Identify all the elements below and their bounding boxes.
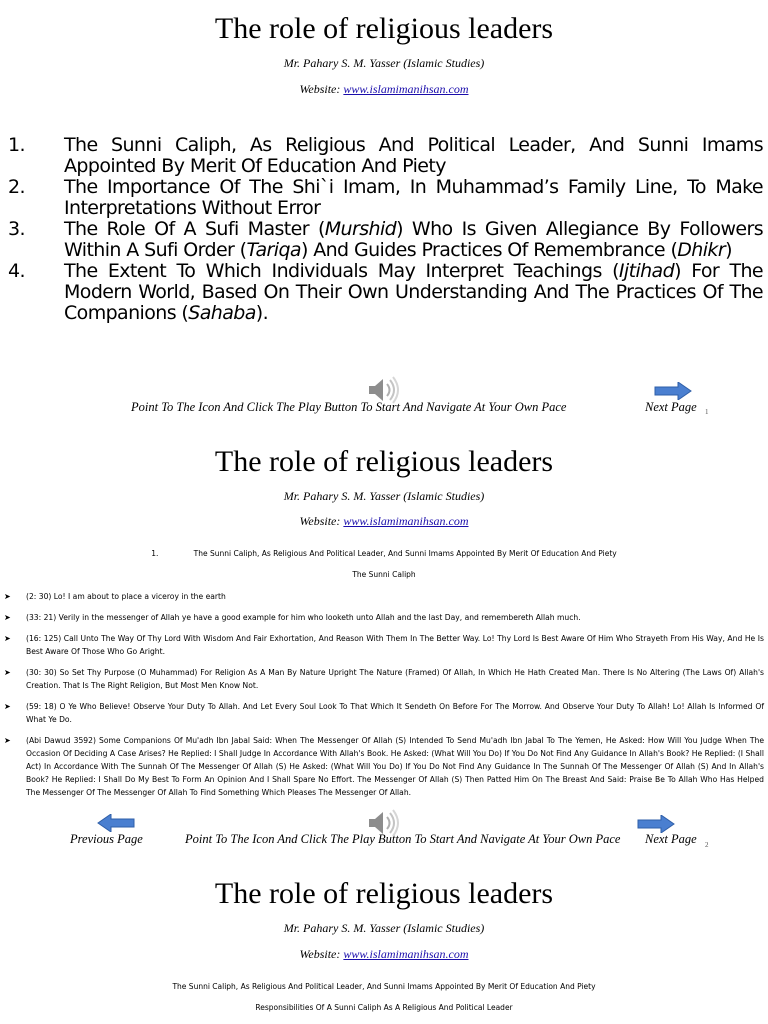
term-sahaba: Sahaba bbox=[188, 302, 256, 324]
topic-number: 3. bbox=[8, 218, 25, 240]
slide-title: The role of religious leaders bbox=[214, 445, 554, 478]
website-label: Website: bbox=[299, 514, 341, 528]
page-number: 2 bbox=[705, 841, 709, 849]
bullet-arrowhead-icon: ➤ bbox=[4, 736, 11, 745]
next-page-link[interactable]: Next Page bbox=[645, 832, 697, 846]
subheading: The Sunni Caliph bbox=[352, 570, 416, 579]
verse-text: (30: 30) So Set Thy Purpose (O Muhammad) For Religion As A Man By Nature Upright The Nature (Framed) Of Allah, In Which He Hath Created Man. There Is No Altering (The Laws Of) Allah's Creation. That Is The Right Religion, But Most Men Know Not. bbox=[26, 668, 764, 690]
navigation-instruction: Point To The Icon And Click The Play Button To Start And Navigate At Your Own Pace bbox=[185, 832, 621, 846]
previous-page-link[interactable]: Previous Page bbox=[70, 832, 143, 846]
term-murshid: Murshid bbox=[324, 218, 397, 240]
website-label: Website: bbox=[299, 947, 341, 961]
slide-title: The role of religious leaders bbox=[214, 877, 554, 910]
author-line: Mr. Pahary S. M. Yasser (Islamic Studies) bbox=[283, 921, 485, 935]
topic-number: 1. bbox=[8, 134, 25, 156]
website-link[interactable]: www.islamimanihsan.com bbox=[343, 514, 469, 528]
topic-text-part: ) Who Is Given Allegiance By Followers Within A Sufi Order ( bbox=[64, 218, 763, 261]
verse-text: (59: 18) O Ye Who Believe! Observe Your Duty To Allah. And Let Every Soul Look To That Which It Sendeth On Before For The Morrow. And Observe Your Duty To Allah! Lo! Allah Is Informed Of What Ye Do. bbox=[26, 702, 764, 724]
verse-text: (16: 125) Call Unto The Way Of Thy Lord With Wisdom And Fair Exhortation, And Reason With Them In The Better Way. Lo! Thy Lord Is Best Aware Of Him Who Strayeth From His Way, And He Is Best Aware Of Those Who Go Aright. bbox=[26, 634, 764, 656]
topic-text-part: The Extent To Which Individuals May Interpret Teachings ( bbox=[64, 260, 619, 282]
term-tariqa: Tariqa bbox=[246, 239, 301, 261]
term-dhikr: Dhikr bbox=[677, 239, 726, 261]
website-link[interactable]: www.islamimanihsan.com bbox=[343, 947, 469, 961]
verse-text: (2: 30) Lo! I am about to place a viceroy in the earth bbox=[26, 592, 226, 601]
topic-text: The Importance Of The Shi`i Imam, In Muhammad’s Family Line, To Make Interpretations Without Error bbox=[64, 176, 763, 219]
topic-number: 4. bbox=[8, 260, 25, 282]
bullet-arrowhead-icon: ➤ bbox=[4, 613, 11, 622]
topic-text-part: ) For The Modern World, Based On Their Own Understanding And The Practices Of The Companions ( bbox=[64, 260, 763, 324]
next-page-link[interactable]: Next Page bbox=[645, 400, 697, 414]
website-label: Website: bbox=[299, 82, 341, 96]
topic-number: 2. bbox=[8, 176, 25, 198]
website-link[interactable]: www.islamimanihsan.com bbox=[343, 82, 469, 96]
verse-text: (33: 21) Verily in the messenger of Allah ye have a good example for him who looketh unto Allah and the last Day, and remembereth Allah much. bbox=[26, 613, 581, 622]
topic-text-part: ). bbox=[255, 302, 269, 324]
page-number: 1 bbox=[705, 408, 709, 416]
verse-text: (Abi Dawud 3592) Some Companions Of Mu'adh Ibn Jabal Said: When The Messenger Of Allah (S) Intended To Send Mu'adh Ibn Jabal To The Yemen, He Asked: How Will You Judge When The Occasion Of Deciding A Case Arises? He Replied: I Shall Judge In Accordance With Allah's Book. He Asked: (What Will You Do) If You Do Not Find Any Guidance In Allah's Book? He Replied: (I Shall Act) In Accordance With The Sunnah Of The Messenger Of Allah (S) He Asked: (What Will You Do) If You Do Not Find Any Guidance In The Sunnah Of The Messenger Of Allah (S) And In Allah's Book? He Replied: I Shall Do My Best To Form An Opinion And I Shall Spare No Effort. The Messenger Of Allah (S) Then Patted Him On The Breast And Said: Praise Be To Allah Who Has Helped The Messenger Of The Messenger Of Allah To Find Something Which Pleases The Messenger Of Allah. bbox=[26, 736, 764, 797]
navigation-instruction: Point To The Icon And Click The Play Button To Start And Navigate At Your Own Pace bbox=[131, 400, 567, 414]
topic-text-part: ) bbox=[725, 239, 732, 261]
section-number: 1. bbox=[151, 549, 159, 558]
bullet-arrowhead-icon: ➤ bbox=[4, 592, 11, 601]
slide-title: The role of religious leaders bbox=[214, 12, 554, 45]
topic-text-part: The Role Of A Sufi Master ( bbox=[64, 218, 325, 240]
website-line bbox=[0, 947, 768, 962]
term-ijtihad: Ijtihad bbox=[618, 260, 675, 282]
section-heading-text: The Sunni Caliph, As Religious And Political Leader, And Sunni Imams Appointed By Merit Of Education And Piety bbox=[193, 549, 617, 558]
subheading: Responsibilities Of A Sunni Caliph As A Religious And Political Leader bbox=[255, 1003, 513, 1012]
topic-text: The Sunni Caliph, As Religious And Political Leader, And Sunni Imams Appointed By Merit Of Education And Piety bbox=[64, 134, 763, 177]
author-line: Mr. Pahary S. M. Yasser (Islamic Studies) bbox=[283, 56, 485, 70]
bullet-arrowhead-icon: ➤ bbox=[4, 702, 11, 711]
section-heading-text: The Sunni Caliph, As Religious And Political Leader, And Sunni Imams Appointed By Merit Of Education And Piety bbox=[172, 982, 596, 991]
topic-text-part: ) And Guides Practices Of Remembrance ( bbox=[300, 239, 678, 261]
bullet-arrowhead-icon: ➤ bbox=[4, 668, 11, 677]
bullet-arrowhead-icon: ➤ bbox=[4, 634, 11, 643]
author-line: Mr. Pahary S. M. Yasser (Islamic Studies) bbox=[283, 489, 485, 503]
